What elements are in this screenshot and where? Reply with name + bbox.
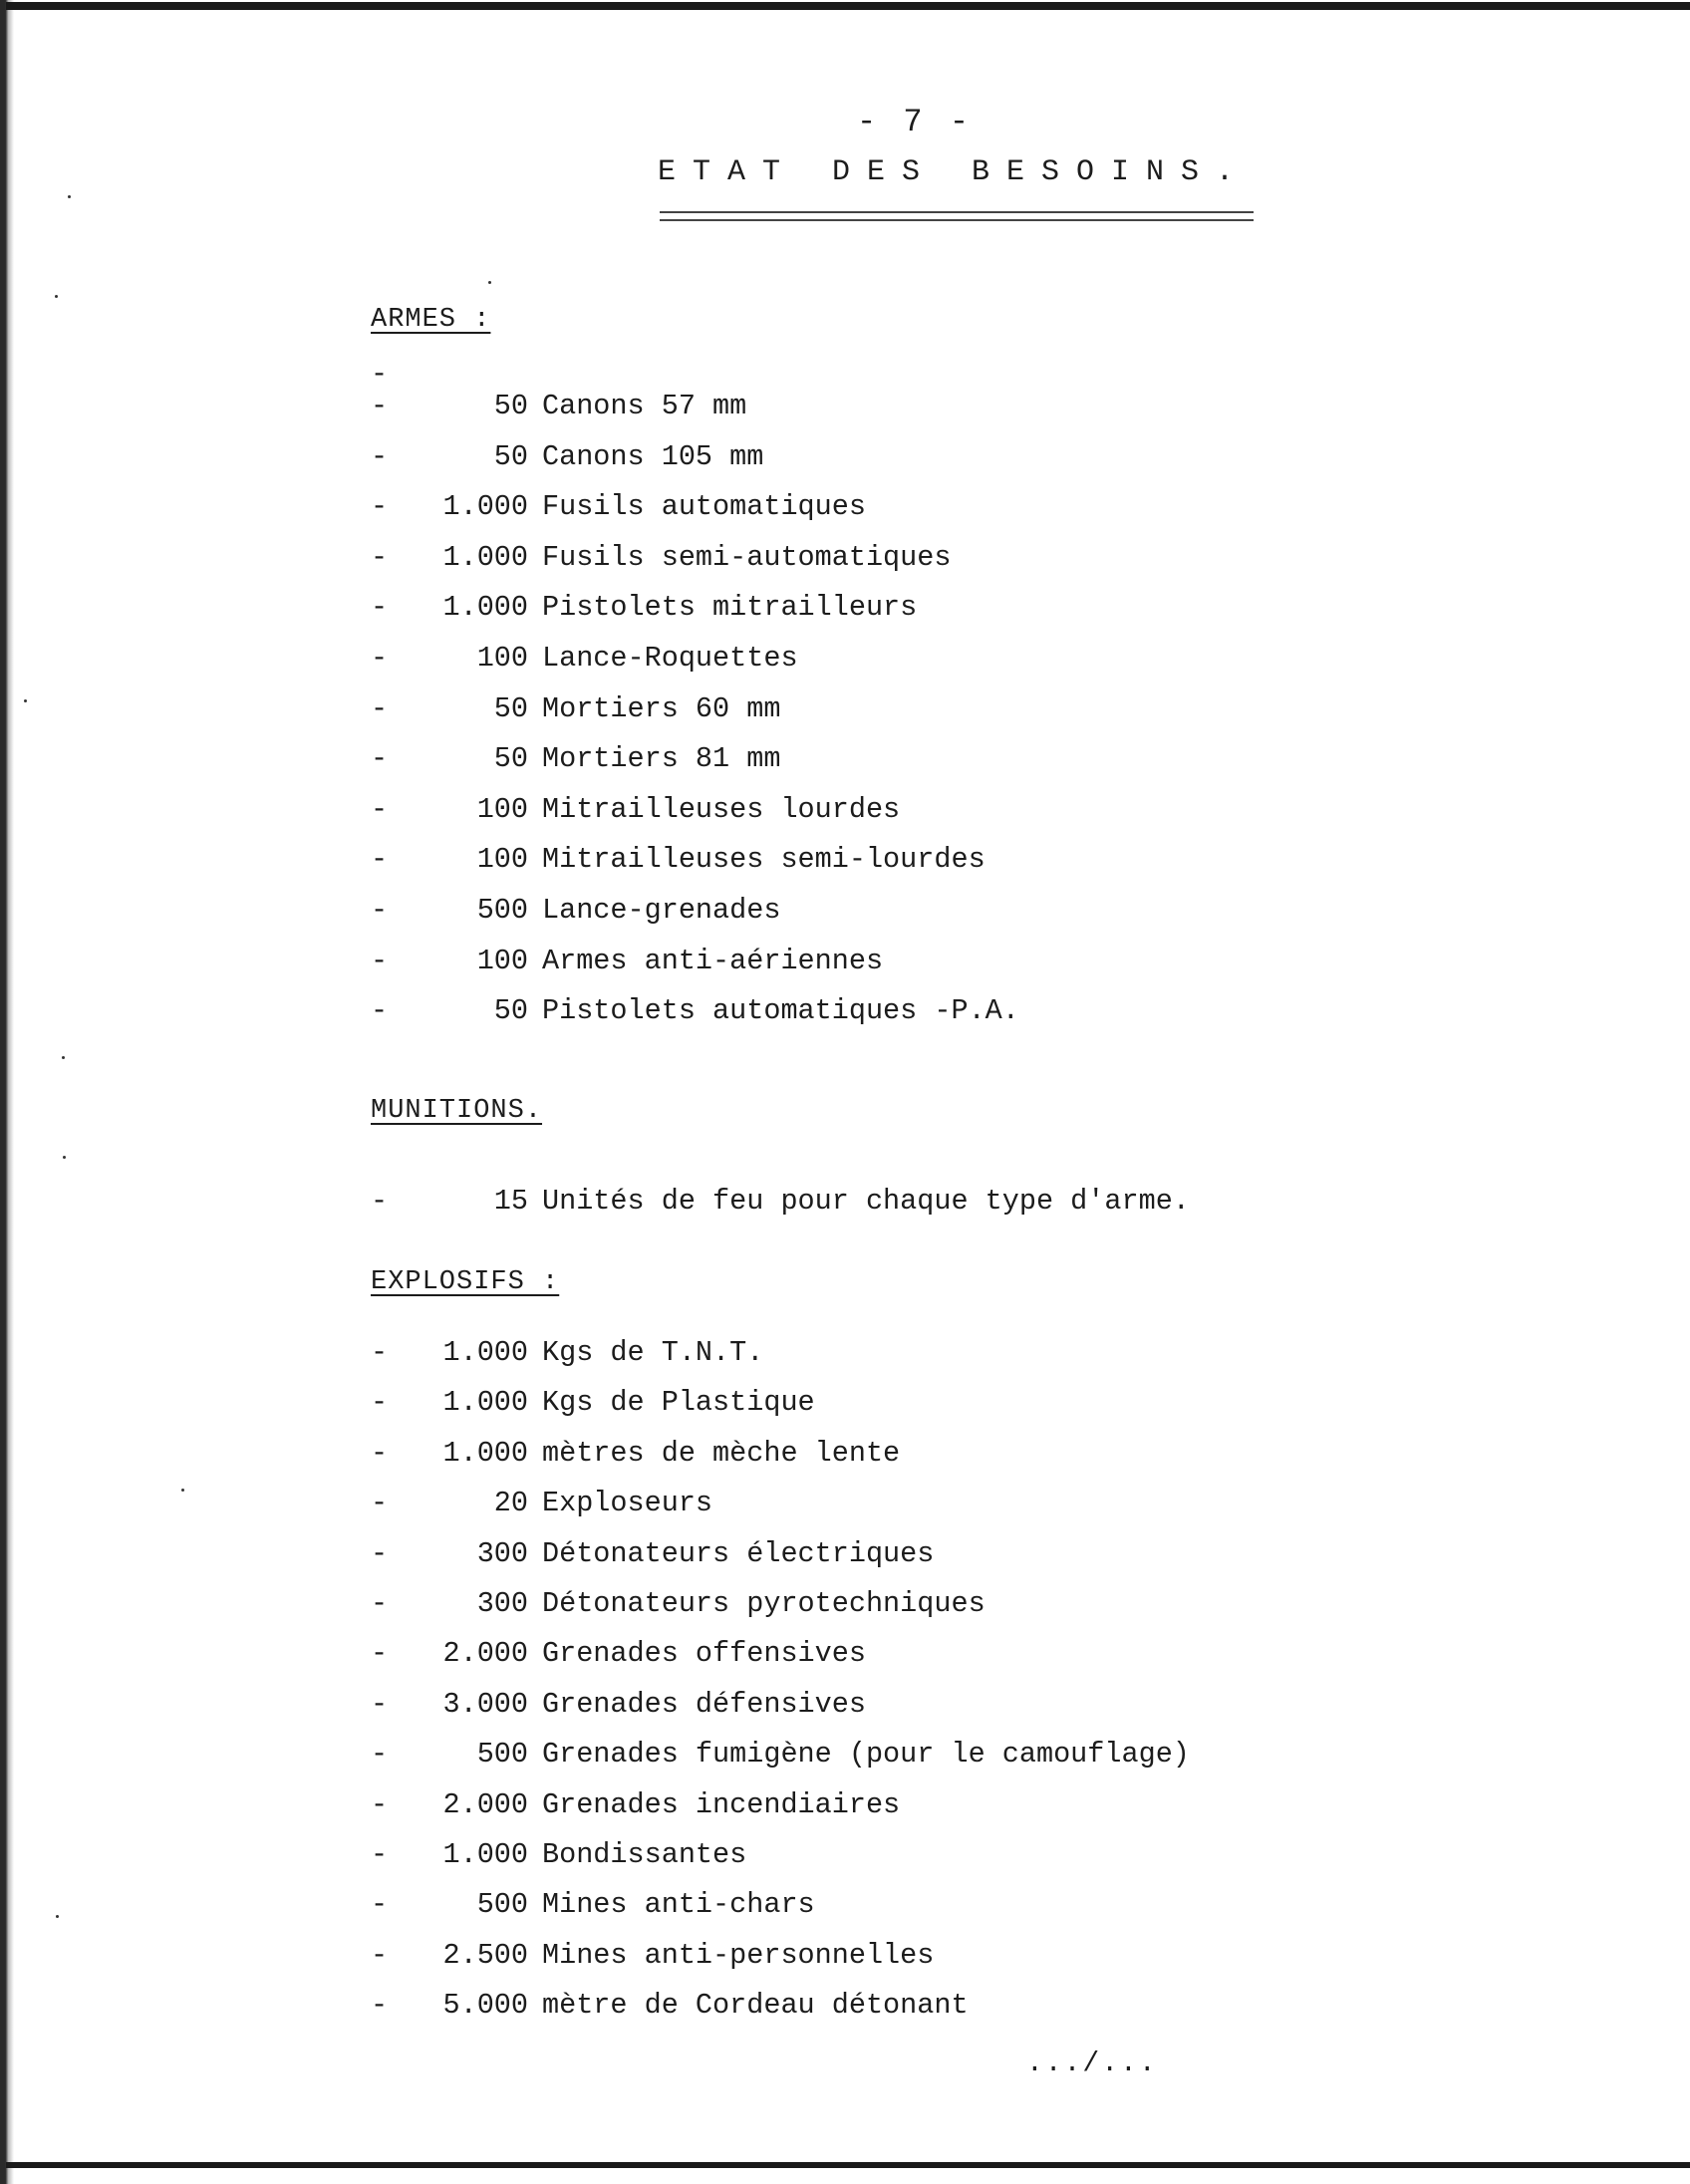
scan-top-edge-fade: [1594, 2, 1690, 10]
item-quantity: 20: [493, 1487, 528, 1520]
item-quantity: 50: [493, 439, 528, 473]
item-dash: -: [371, 792, 389, 826]
list-item: [371, 1986, 969, 2026]
item-quantity: 2.500: [442, 1938, 528, 1972]
item-label: mètre de Cordeau détonant: [542, 1989, 969, 2023]
list-item: [371, 437, 763, 477]
item-dash: -: [371, 1938, 389, 1972]
list-item: [371, 891, 780, 931]
list-item: [371, 1936, 934, 1976]
item-label: Pistolets automatiques -P.A.: [542, 994, 1019, 1028]
item-quantity: 100: [476, 843, 528, 877]
item-dash: -: [371, 1185, 389, 1218]
item-dash: -: [371, 1888, 389, 1922]
item-quantity: 5.000: [442, 1989, 528, 2023]
item-label: Fusils semi-automatiques: [542, 540, 952, 574]
scan-bottom-edge: [6, 2162, 1690, 2168]
item-quantity: 50: [493, 390, 528, 422]
item-dash: -: [371, 1687, 389, 1721]
item-quantity: 300: [476, 1536, 528, 1570]
item-quantity: 2.000: [442, 1787, 528, 1821]
item-label: Grenades fumigène (pour le camouflage): [542, 1738, 1190, 1772]
list-item: [371, 387, 746, 426]
armes-lone-dash: -: [371, 358, 389, 391]
item-label: Détonateurs électriques: [542, 1536, 935, 1570]
item-label: Bondissantes: [542, 1838, 747, 1871]
item-dash: -: [371, 1587, 389, 1620]
scan-speck: [55, 295, 58, 298]
item-dash: -: [371, 1386, 389, 1420]
item-label: Armes anti-aériennes: [542, 944, 884, 977]
item-quantity: 1.000: [442, 1838, 528, 1871]
list-item: [371, 538, 951, 578]
list-item: [371, 1333, 763, 1373]
item-dash: -: [371, 1738, 389, 1772]
list-item: [371, 1182, 1190, 1222]
item-label: Mortiers 81 mm: [542, 742, 781, 776]
item-dash: -: [371, 1336, 389, 1369]
page-title: ETAT DES BESOINS.: [658, 155, 1252, 189]
item-label: Fusils automatiques: [542, 490, 866, 524]
list-item: [371, 942, 883, 981]
item-dash: -: [371, 843, 389, 877]
continuation-marker: .../...: [1026, 2048, 1158, 2079]
list-item: [371, 1383, 815, 1423]
item-dash: -: [371, 691, 389, 725]
list-item: [371, 1634, 866, 1674]
item-dash: -: [371, 944, 389, 977]
item-dash: -: [371, 1436, 389, 1470]
item-label: Mortiers 60 mm: [542, 691, 781, 725]
page-number: - 7 -: [857, 104, 974, 140]
title-double-underline: [660, 211, 1254, 221]
item-quantity: 1.000: [442, 591, 528, 625]
list-item: [371, 1434, 900, 1474]
list-item: [371, 790, 900, 830]
item-label: Grenades offensives: [542, 1637, 866, 1671]
item-quantity: 500: [476, 1738, 528, 1772]
list-item: [371, 689, 780, 729]
item-dash: -: [371, 439, 389, 473]
list-item: [371, 840, 986, 880]
item-quantity: 1.000: [442, 1336, 528, 1369]
item-quantity: 1.000: [442, 540, 528, 574]
item-dash: -: [371, 894, 389, 927]
item-label: Détonateurs pyrotechniques: [542, 1587, 986, 1620]
item-label: Mines anti-chars: [542, 1888, 815, 1922]
item-quantity: 500: [476, 1888, 528, 1922]
item-dash: -: [371, 390, 389, 422]
item-label: Lance-Roquettes: [542, 642, 798, 675]
list-item: [371, 1785, 900, 1825]
scan-top-edge: [6, 2, 1690, 10]
item-quantity: 1.000: [442, 1436, 528, 1470]
scan-speck: [488, 281, 491, 284]
scan-speck: [181, 1489, 184, 1492]
list-item: [371, 1534, 934, 1574]
list-item: [371, 1584, 986, 1624]
scan-speck: [24, 699, 27, 702]
item-label: Lance-grenades: [542, 894, 781, 927]
item-quantity: 500: [476, 894, 528, 927]
item-quantity: 100: [476, 944, 528, 977]
section-heading-explosifs: EXPLOSIFS :: [371, 1267, 560, 1297]
list-item: [371, 739, 780, 779]
item-dash: -: [371, 742, 389, 776]
scan-left-edge: [0, 0, 14, 2184]
item-label: Grenades incendiaires: [542, 1787, 901, 1821]
list-item: [371, 991, 1019, 1031]
item-dash: -: [371, 1787, 389, 1821]
scan-speck: [56, 1915, 59, 1918]
section-heading-armes: ARMES :: [371, 305, 491, 335]
list-item: [371, 588, 917, 628]
section-heading-munitions: MUNITIONS.: [371, 1096, 543, 1126]
item-quantity: 100: [476, 792, 528, 826]
scan-speck: [68, 195, 71, 198]
item-label: Mitrailleuses semi-lourdes: [542, 843, 986, 877]
item-label: Kgs de Plastique: [542, 1386, 815, 1420]
item-dash: -: [371, 1838, 389, 1871]
list-item: [371, 1484, 712, 1523]
item-quantity: 50: [493, 742, 528, 776]
list-item: [371, 639, 798, 679]
list-item: [371, 1685, 866, 1725]
item-label: Exploseurs: [542, 1487, 713, 1520]
item-label: Pistolets mitrailleurs: [542, 591, 918, 625]
list-item: [371, 487, 866, 527]
item-quantity: 15: [493, 1185, 528, 1218]
item-dash: -: [371, 591, 389, 625]
item-quantity: 1.000: [442, 1386, 528, 1420]
item-dash: -: [371, 1637, 389, 1671]
item-quantity: 1.000: [442, 490, 528, 524]
scan-speck: [63, 1156, 66, 1159]
item-quantity: 100: [476, 642, 528, 675]
item-dash: -: [371, 540, 389, 574]
item-label: Kgs de T.N.T.: [542, 1336, 764, 1369]
item-quantity: 50: [493, 994, 528, 1028]
list-item: [371, 1885, 815, 1925]
item-label: Unités de feu pour chaque type d'arme.: [542, 1185, 1190, 1218]
item-quantity: 50: [493, 691, 528, 725]
item-label: Grenades défensives: [542, 1687, 866, 1721]
item-dash: -: [371, 994, 389, 1028]
list-item: [371, 1835, 746, 1875]
item-label: Mitrailleuses lourdes: [542, 792, 901, 826]
item-dash: -: [371, 1536, 389, 1570]
item-label: Canons 57 mm: [542, 390, 747, 422]
item-dash: -: [371, 642, 389, 675]
item-quantity: 300: [476, 1587, 528, 1620]
item-label: Mines anti-personnelles: [542, 1938, 935, 1972]
item-dash: -: [371, 490, 389, 524]
item-label: Canons 105 mm: [542, 439, 764, 473]
item-dash: -: [371, 1989, 389, 2023]
list-item: [371, 1735, 1190, 1774]
scan-speck: [62, 1056, 65, 1059]
item-dash: -: [371, 1487, 389, 1520]
item-label: mètres de mèche lente: [542, 1436, 901, 1470]
item-quantity: 2.000: [442, 1637, 528, 1671]
item-quantity: 3.000: [442, 1687, 528, 1721]
